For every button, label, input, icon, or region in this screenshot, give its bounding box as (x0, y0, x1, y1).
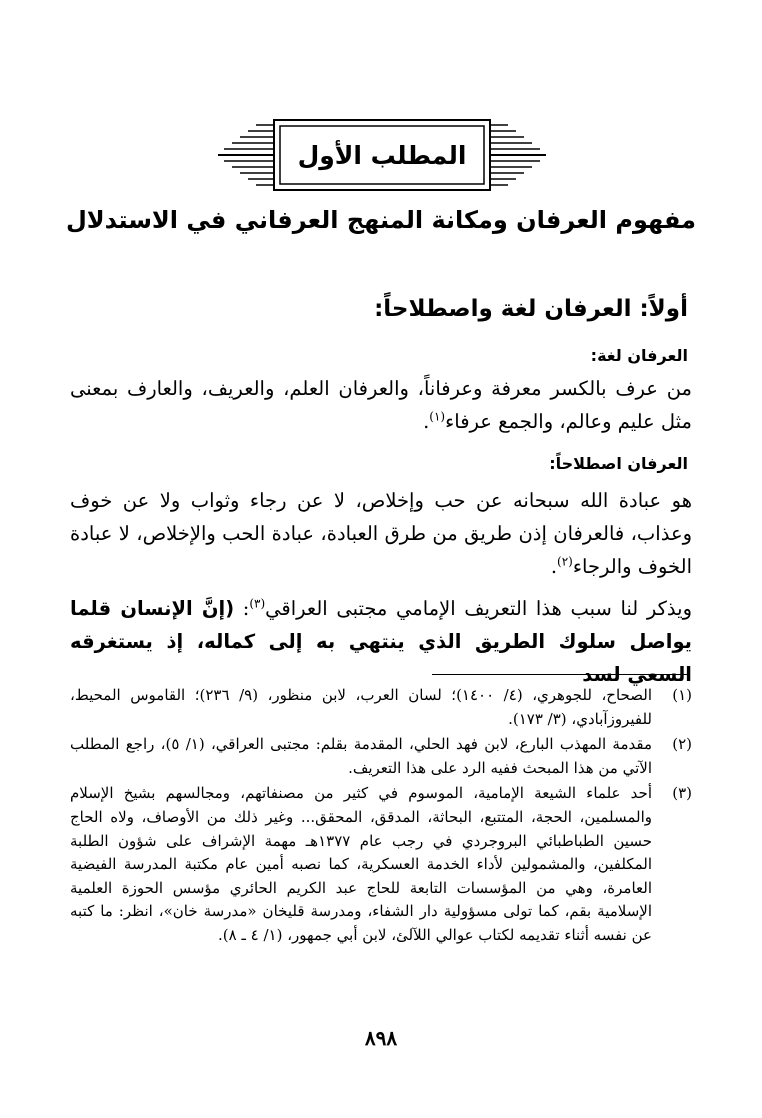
footnote-ref-1[interactable]: (١) (429, 409, 446, 424)
paragraph-lexical (70, 372, 692, 438)
paragraph-reason-quote: (إنَّ الإنسان قلما يواصل سلوك الطريق الذي ينتهي به إلى كماله، إذ يستغرقه السعي لسد (70, 597, 692, 686)
footnote-number: (٢) (672, 735, 692, 754)
footnote-3 (70, 782, 692, 947)
footnote-text: أحد علماء الشيعة الإمامية، الموسوم في كثير من مصنفاتهم، ومجالسهم بشيخ الإسلام والمسلمين، الحجة، المتتبع، البحاثة، المدقق، المحقق... وغير ذلك من الأوصاف، ولاه الحاج حسين الطباطبائي البروجردي في رجب عام ١٣٧٧هـ مهمة الإشراف على شؤون الطلبة المكلفين، والمشمولين لأداء الخدمة العسكرية، كما نصبه أمين عام مكتبة المدرسة الفيضية العامرة، وهي من المؤسسات التابعة للحاج عبد الكريم الحائري مؤسس الحوزة العلمية الإسلامية بقم، كما تولى مسؤولية دار الشفاء، ومدرسة قليخان «مدرسة خان»، انظر: ما كتبه عن نفسه أثناء تقديمه لكتاب عوالي اللآلئ، لابن أبي جمهور، (١/ ٤ ـ ٨). (70, 784, 652, 944)
paragraph-reason-text: ويذكر لنا سبب هذا التعريف الإمامي مجتبى العراقي (265, 597, 692, 620)
footnotes (70, 684, 692, 950)
footnote-separator (432, 674, 688, 675)
chapter-title: مفهوم العرفان ومكانة المنهج العرفاني في الاستدلال (65, 206, 697, 234)
paragraph-lexical-text: من عرف بالكسر معرفة وعرفاناً، والعرفان العلم، والعريف، والعارف بمعنى مثل عليم وعالم، والجمع عرفاء (70, 377, 692, 433)
section-label: المطلب الأول (297, 140, 467, 170)
section-ornament-frame (218, 112, 546, 198)
footnote-text: مقدمة المهذب البارع، لابن فهد الحلي، المقدمة بقلم: مجتبى العراقي، (١/ ٥)، راجع المطلب الآتي من هذا المبحث ففيه الرد على هذا التعريف. (70, 735, 653, 777)
page-number: ٨٩٨ (364, 1026, 398, 1050)
paragraph-reason (70, 592, 692, 691)
colon: : (234, 597, 250, 620)
heading-definition: أولاً: العرفان لغة واصطلاحاً: (374, 296, 688, 322)
paragraph-technical (70, 484, 692, 583)
paragraph-technical-text: هو عبادة الله سبحانه عن حب وإخلاص، لا عن رجاء وثواب ولا عن خوف وعذاب، فالعرفان إذن طريق من طرق العبادة، عبادة الحب والإخلاص، لا عبادة الخوف والرجاء (70, 489, 692, 578)
footnote-1 (70, 684, 692, 731)
footnote-2 (70, 733, 692, 780)
footnote-number: (٣) (672, 784, 692, 803)
sub-heading-lexical: العرفان لغة: (590, 346, 688, 365)
sub-heading-technical: العرفان اصطلاحاً: (549, 454, 688, 473)
footnote-ref-3[interactable]: (٣) (249, 596, 266, 611)
period: . (423, 410, 430, 433)
footnote-number: (١) (672, 686, 692, 704)
footnote-ref-2[interactable]: (٢) (557, 554, 573, 569)
footnote-text: الصحاح، للجوهري، (٤/ ١٤٠٠)؛ لسان العرب، لابن منظور، (٩/ ٢٣٦)؛ القاموس المحيط، للفيروزآبادي، (٣/ ١٧٣). (70, 686, 652, 728)
period: . (550, 555, 558, 578)
